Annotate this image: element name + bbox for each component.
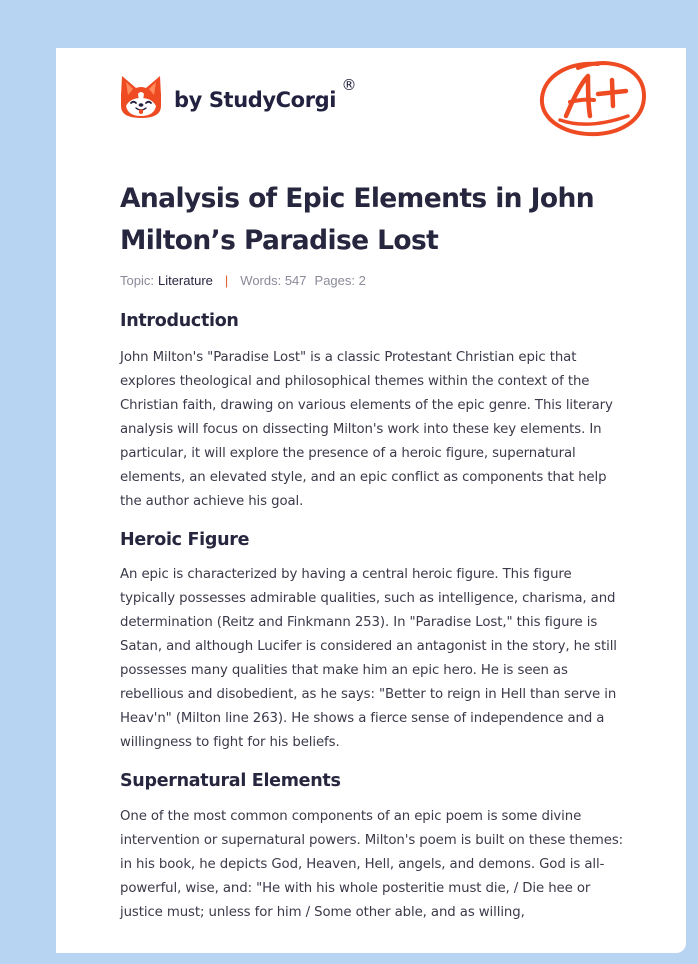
document-card bbox=[56, 48, 686, 953]
a-plus-grade-icon bbox=[538, 58, 648, 140]
section-heading-introduction: Introduction bbox=[120, 311, 239, 331]
meta-separator: | bbox=[224, 272, 229, 288]
section-heading-supernatural-elements: Supernatural Elements bbox=[120, 771, 341, 791]
registered-trademark: ® bbox=[341, 76, 357, 94]
page-header bbox=[56, 48, 686, 158]
topic-link[interactable]: Literature bbox=[157, 272, 213, 288]
section-body-heroic-figure: An epic is characterized by having a central heroic figure. This figure typically possesses admirable qualities, such as intelligence, charisma, and determination (Reitz and Finkmann 253). In "Paradise Lost," this figure is Satan, and although Lucifer is considered an antagonist in the story, he still possesses many qualities that make him an epic hero. He is seen as rebellious and disobedient, as he says: "Better to reign in Hell than serve in Heav'n" (Milton line 263). He shows a fierce sense of independence and a willingness to fight for his beliefs. bbox=[120, 567, 617, 750]
studycorgi-logo[interactable] bbox=[120, 74, 357, 120]
topic-label: Topic: bbox=[120, 272, 154, 288]
article-title: Analysis of Epic Elements in John Milton’s Paradise Lost bbox=[120, 183, 594, 256]
article-meta bbox=[120, 270, 630, 290]
section-body-introduction: John Milton's "Paradise Lost" is a classic Protestant Christian epic that explores theological and philosophical themes within the context of the Christian faith, drawing on various elements of the epic genre. This literary analysis will focus on dissecting Milton's work into these key elements. In particular, it will explore the presence of a heroic figure, supernatural elements, an elevated style, and an epic conflict as components that help the author achieve his goal. bbox=[120, 350, 613, 509]
section-body-supernatural-elements: One of the most common components of an epic poem is some divine intervention or supernatural powers. Milton's poem is built on these themes: in his book, he depicts God, Heaven, Hell, angels, and demons. God is all-powerful, wise, and: "He with his whole posteritie must die, / Die hee or justice must; unless for him / Some other able, and as willing, bbox=[120, 809, 624, 920]
brand-name bbox=[174, 76, 357, 112]
section-heading-heroic-figure: Heroic Figure bbox=[120, 530, 250, 550]
corgi-face-icon bbox=[120, 74, 162, 120]
brand-text: by StudyCorgi bbox=[174, 88, 337, 112]
article bbox=[120, 178, 630, 925]
page-count: Pages: 2 bbox=[314, 272, 366, 288]
word-count: Words: 547 bbox=[240, 272, 307, 288]
